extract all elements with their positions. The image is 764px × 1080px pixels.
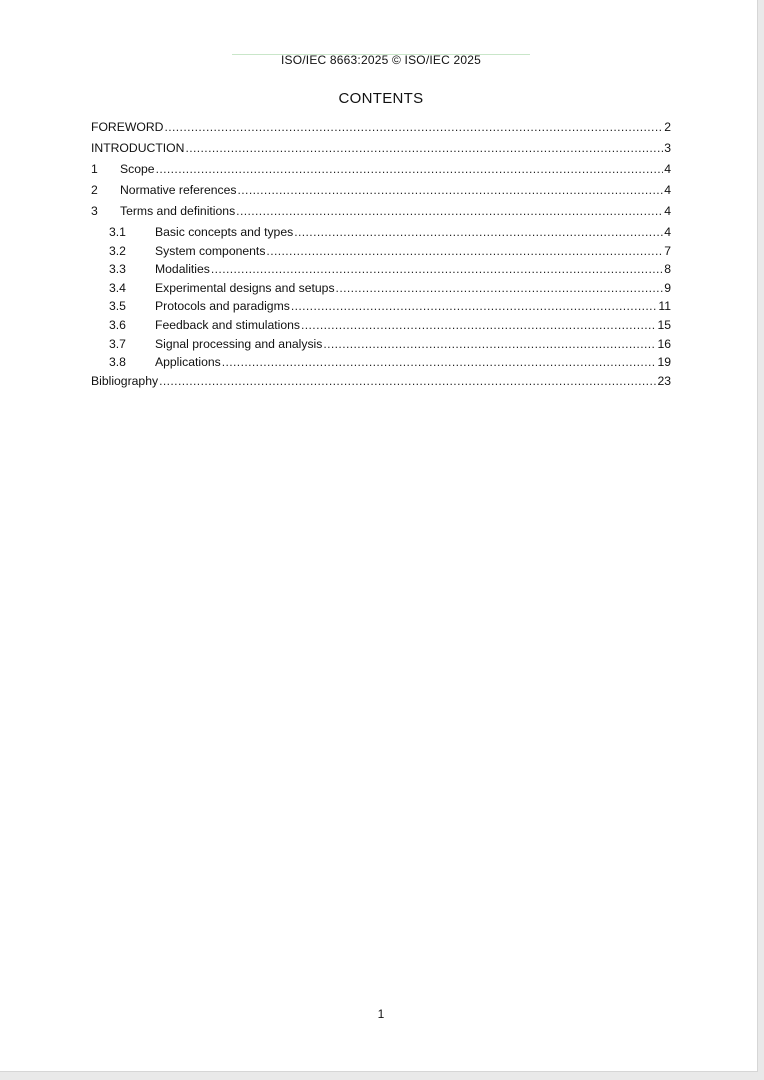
toc-entry-page: 9: [664, 280, 671, 295]
page-title: CONTENTS: [338, 90, 424, 107]
toc-entry-label: Experimental designs and setups: [155, 280, 335, 295]
toc-entry-label: Basic concepts and types: [155, 225, 294, 239]
toc-entry-number: 3.2: [109, 243, 126, 258]
toc-entry-page: 16: [657, 336, 671, 351]
toc-leader-dots: [238, 182, 664, 198]
toc-entry-number: 3: [91, 204, 98, 218]
toc-entry-page: 4: [664, 183, 671, 197]
toc-entry-page: 4: [664, 162, 671, 176]
toc-entry-label: Bibliography: [91, 373, 159, 388]
toc-entry-label: Modalities: [155, 262, 210, 277]
toc-entry-number: 3.7: [109, 336, 126, 351]
toc-entry-number: 3.5: [109, 299, 126, 314]
toc-entry-foreword[interactable]: [91, 119, 671, 140]
toc-entry-page: 4: [664, 225, 671, 239]
page-number: 1: [377, 1007, 385, 1021]
toc-entry-page: 15: [657, 317, 671, 332]
toc-entry-feedback-and-stimulations[interactable]: [91, 317, 671, 336]
toc-entry-page: 3: [664, 141, 671, 155]
toc-entry-label: Scope: [120, 162, 155, 176]
toc-entry-number: 3.4: [109, 280, 126, 295]
toc-entry-label: System components: [155, 243, 266, 258]
toc-entry-label: Feedback and stimulations: [155, 317, 300, 332]
toc-leader-dots: [164, 119, 663, 135]
toc-leader-dots: [156, 161, 664, 177]
toc-entry-scope[interactable]: [91, 161, 671, 182]
toc-entry-protocols-and-paradigms[interactable]: [91, 298, 671, 317]
toc-entry-number: 1: [91, 162, 98, 176]
toc-entry-number: 3.3: [109, 262, 126, 277]
toc-leader-dots: [294, 224, 663, 240]
toc-entry-page: 7: [664, 243, 671, 258]
toc-entry-page: 23: [657, 373, 671, 388]
toc-entry-system-components[interactable]: [91, 243, 671, 262]
toc-leader-dots: [185, 140, 663, 156]
toc-entry-number: 3.8: [109, 355, 126, 370]
toc-entry-normative-references[interactable]: [91, 182, 671, 203]
toc-leader-dots: [236, 203, 663, 219]
toc-entry-basic-concepts[interactable]: [91, 224, 671, 243]
toc-entry-label: Applications: [155, 355, 221, 370]
toc-entry-number: 3.6: [109, 317, 126, 332]
toc-entry-number: 3.1: [109, 225, 126, 239]
toc-entry-label: Signal processing and analysis: [155, 336, 323, 351]
toc-entry-experimental-designs[interactable]: [91, 280, 671, 299]
toc-entry-page: 4: [664, 204, 671, 218]
toc-entry-number: 2: [91, 183, 98, 197]
toc-entry-label: FOREWORD: [91, 120, 164, 134]
document-header: ISO/IEC 8663:2025 © ISO/IEC 2025: [280, 53, 482, 67]
toc-entry-label: Protocols and paradigms: [155, 299, 290, 314]
toc-leader-dots: [222, 354, 657, 370]
toc-entry-label: Normative references: [120, 183, 237, 197]
toc-entry-label: INTRODUCTION: [91, 141, 185, 155]
toc-leader-dots: [211, 261, 663, 277]
toc-entry-applications[interactable]: [91, 354, 671, 373]
toc-entry-terms-and-definitions[interactable]: [91, 203, 671, 224]
toc-entry-modalities[interactable]: [91, 261, 671, 280]
toc-leader-dots: [323, 336, 656, 352]
toc-entry-signal-processing[interactable]: [91, 336, 671, 355]
toc-entry-page: 19: [657, 355, 671, 370]
toc-leader-dots: [266, 243, 663, 259]
toc-entry-introduction[interactable]: [91, 140, 671, 161]
toc-entry-page: 8: [664, 262, 671, 277]
toc-leader-dots: [336, 280, 664, 296]
toc-leader-dots: [301, 317, 656, 333]
toc-entry-label: Terms and definitions: [120, 204, 236, 218]
table-of-contents: [91, 119, 671, 394]
toc-leader-dots: [291, 298, 658, 314]
toc-entry-bibliography[interactable]: [91, 373, 671, 394]
toc-entry-page: 11: [658, 299, 671, 314]
toc-leader-dots: [159, 373, 656, 389]
toc-entry-page: 2: [664, 120, 671, 134]
